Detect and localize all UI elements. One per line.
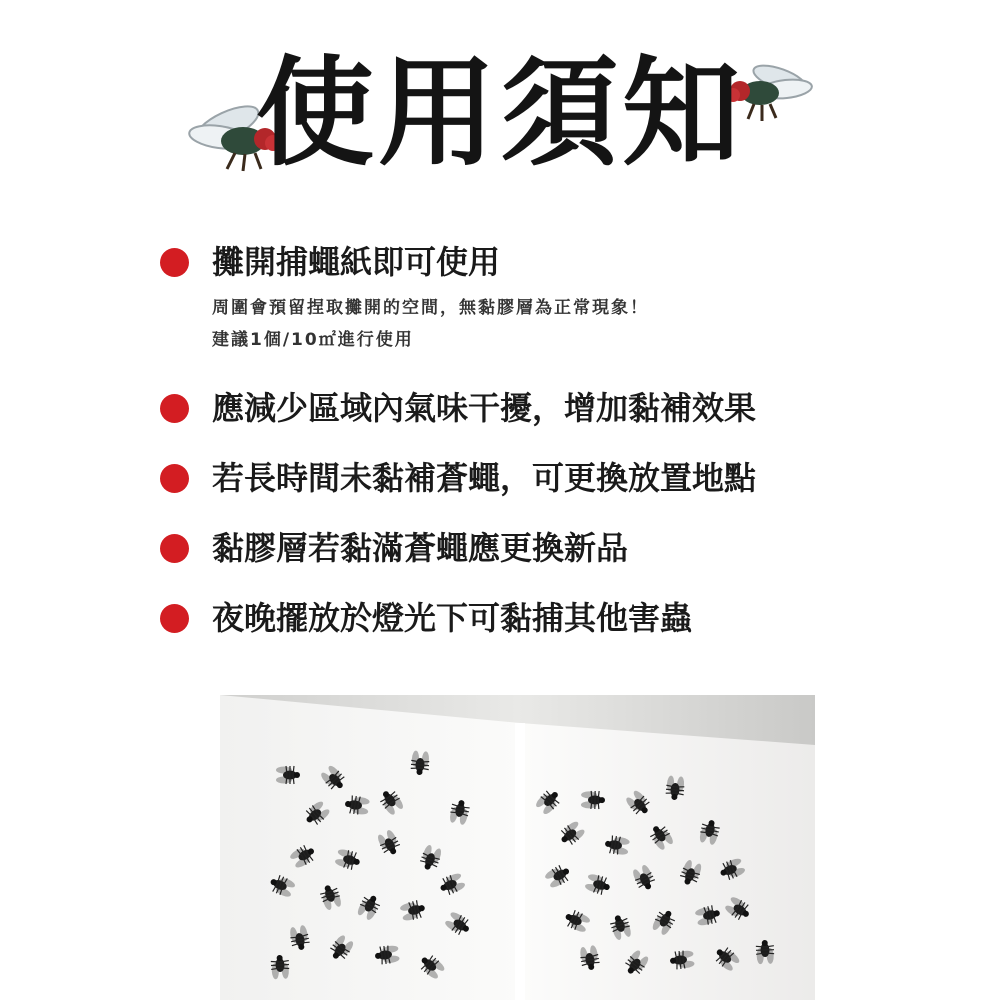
- list-item: [160, 454, 860, 502]
- item-title: 攤開捕蠅紙即可使用: [212, 243, 501, 281]
- item-title: 若長時間未黏補蒼蠅，可更換放置地點: [212, 459, 757, 497]
- item-note: 周圍會預留捏取攤開的空間，無黏膠層為正常現象！: [212, 298, 649, 318]
- bullet-dot: [160, 248, 189, 277]
- list-item: [160, 384, 860, 432]
- list-item: [160, 594, 860, 642]
- item-note: 建議1個/10㎡進行使用: [212, 330, 414, 350]
- bullet-dot: [160, 534, 189, 563]
- item-title: 黏膠層若黏滿蒼蠅應更換新品: [212, 529, 629, 567]
- item-title: 夜晚擺放於燈光下可黏捕其他害蟲: [212, 599, 693, 637]
- fly-trap-photo: [220, 695, 815, 1000]
- page-title: 使用須知: [255, 44, 744, 182]
- item-title: 應減少區域內氣味干擾，增加黏補效果: [212, 389, 757, 427]
- bullet-dot: [160, 604, 189, 633]
- list-item: [160, 238, 860, 356]
- bullet-dot: [160, 394, 189, 423]
- bullet-dot: [160, 464, 189, 493]
- instruction-list: [160, 238, 860, 642]
- list-item: [160, 524, 860, 572]
